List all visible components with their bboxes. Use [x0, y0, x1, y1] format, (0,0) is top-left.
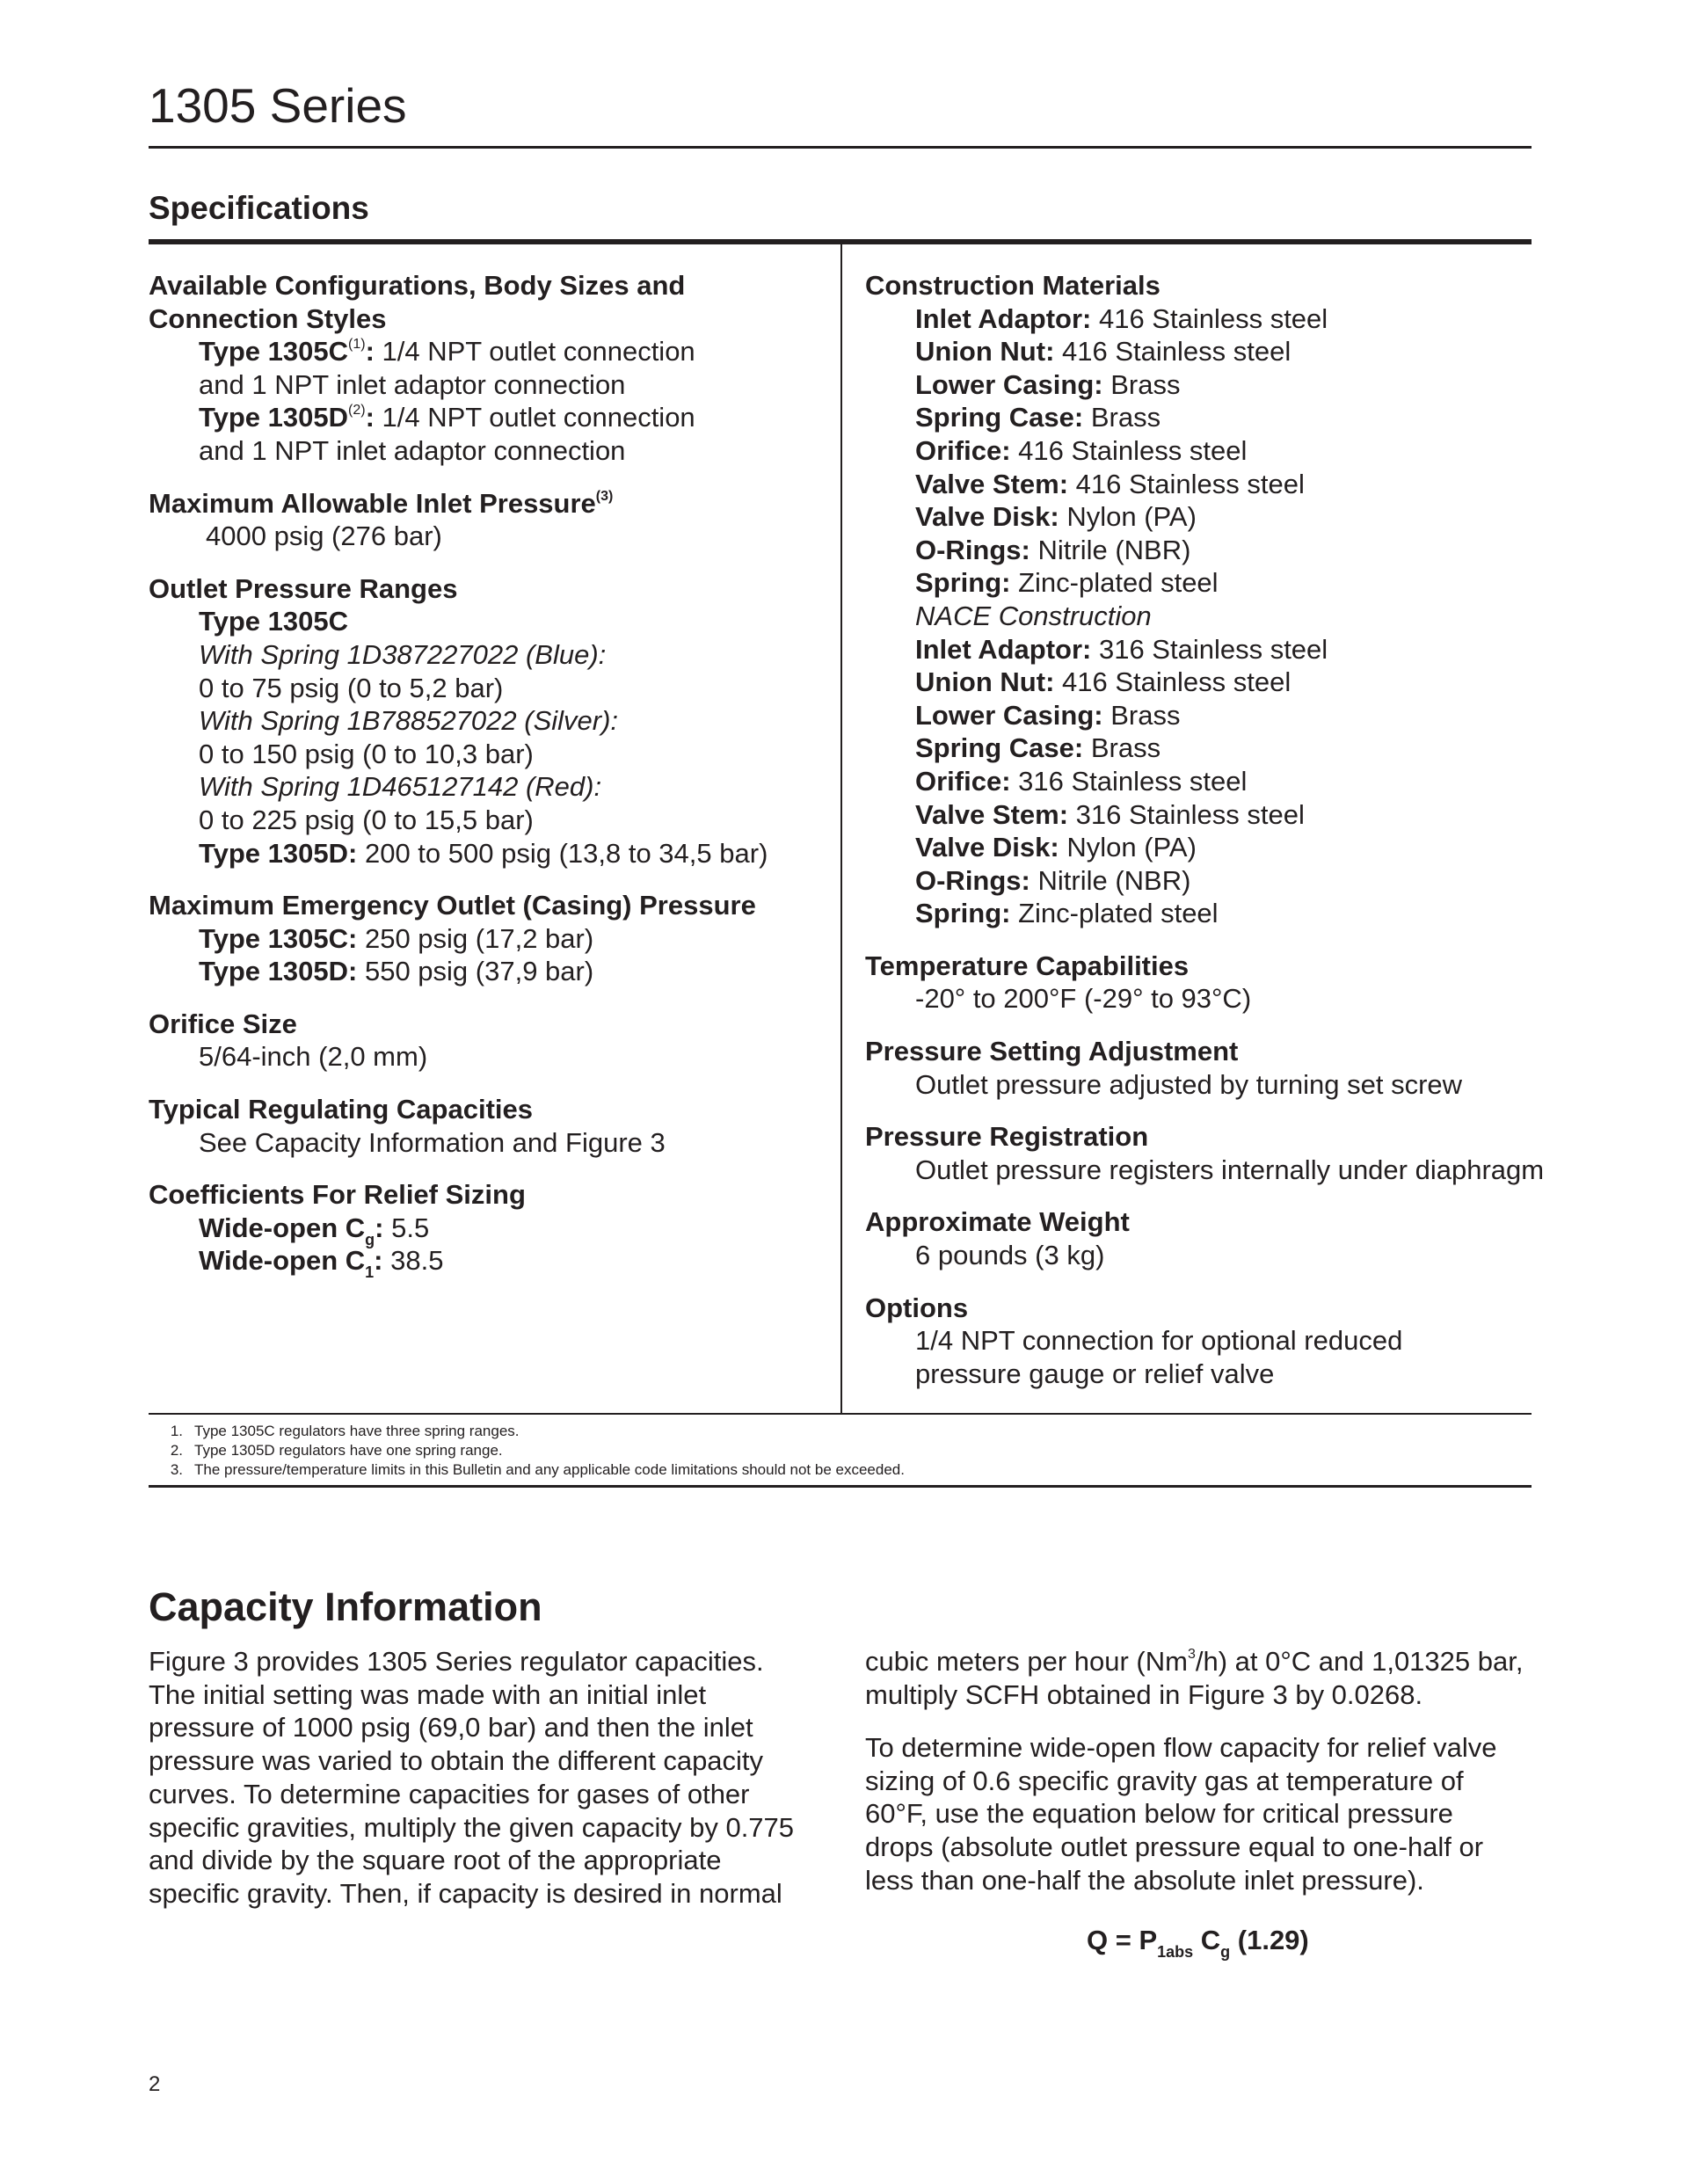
material-line [865, 897, 1560, 930]
paragraph-line: sizing of 0.6 specific gravity gas at temperature of [865, 1765, 1464, 1796]
type-1305d-label: Type 1305D [199, 402, 349, 433]
material-line [865, 468, 1560, 501]
material-line [865, 302, 1560, 336]
material-label: Orifice: [915, 765, 1011, 797]
material-value: Nitrile (NBR) [1030, 864, 1191, 896]
type-1305d-text: 1/4 NPT outlet connection [374, 402, 695, 433]
configurations-block [149, 269, 817, 468]
paragraph-line: To determine wide-open flow capacity for relief valve [865, 1732, 1497, 1763]
emergency-1305c-label: Type 1305C: [199, 922, 358, 954]
material-label: Union Nut: [915, 666, 1055, 698]
material-label: Valve Stem: [915, 798, 1069, 830]
footnote-text: Type 1305C regulators have three spring ranges. [194, 1423, 520, 1439]
max-inlet-value: 4000 psig (276 bar) [206, 521, 442, 552]
material-value: 416 Stainless steel [1010, 434, 1248, 466]
weight-heading: Approximate Weight [865, 1206, 1130, 1238]
cg-line [149, 1212, 817, 1249]
adjustment-block [865, 1035, 1560, 1101]
material-line [865, 335, 1560, 368]
paragraph-line: pressure of 1000 psig (69,0 bar) and then the inlet [149, 1712, 753, 1744]
material-label: Lower Casing: [915, 699, 1103, 731]
emergency-1305c [149, 922, 817, 956]
material-value: Nylon (PA) [1059, 832, 1197, 863]
equation-subscript-p1abs: 1abs [1157, 1943, 1194, 1961]
emergency-1305c-value: 250 psig (17,2 bar) [357, 922, 594, 954]
type-1305c-label: Type 1305C [199, 336, 349, 368]
material-label: Spring: [915, 567, 1011, 599]
coefficients-heading: Coefficients For Relief Sizing [149, 1179, 526, 1211]
paragraph-line: 60°F, use the equation below for critical pressure [865, 1798, 1453, 1830]
equation-c: C [1193, 1925, 1221, 1955]
footnote-number: 1. [170, 1423, 183, 1439]
emergency-1305d-label: Type 1305D: [199, 956, 358, 987]
footnote-ref-2: (2) [348, 403, 366, 419]
paragraph-line [865, 1645, 1533, 1678]
material-label: Lower Casing: [915, 368, 1103, 400]
options-heading: Options [865, 1292, 969, 1323]
registration-value: Outlet pressure registers internally under diaphragm [915, 1154, 1545, 1185]
emergency-1305d-value: 550 psig (37,9 bar) [357, 956, 594, 987]
column-divider [840, 244, 842, 1414]
page-title: 1305 Series [149, 78, 407, 133]
paragraph-line: less than one-half the absolute inlet pressure). [865, 1864, 1424, 1896]
footnote-ref-3: (3) [595, 488, 614, 504]
material-value: 416 Stainless steel [1054, 336, 1291, 368]
material-value: 316 Stainless steel [1091, 633, 1328, 665]
capacities-value: See Capacity Information and Figure 3 [199, 1126, 666, 1158]
material-value: Nitrile (NBR) [1030, 534, 1191, 565]
registration-heading: Pressure Registration [865, 1121, 1149, 1153]
weight-value: 6 pounds (3 kg) [915, 1240, 1105, 1271]
material-line [865, 500, 1560, 534]
range-red: 0 to 225 psig (0 to 15,5 bar) [199, 804, 534, 835]
type-1305c-text: 1/4 NPT outlet connection [374, 336, 695, 368]
footnote-text: Type 1305D regulators have one spring range. [194, 1442, 503, 1459]
material-label: Spring Case: [915, 402, 1084, 433]
material-value: Brass [1102, 699, 1181, 731]
temperature-block [865, 950, 1560, 1016]
material-line [865, 633, 1560, 666]
material-label: Spring Case: [915, 732, 1084, 764]
capacity-paragraph-2 [865, 1645, 1533, 1711]
outlet-ranges-block [149, 572, 817, 870]
footnote-ref-1: (1) [348, 337, 366, 353]
paragraph-line: curves. To determine capacities for gases of other [149, 1778, 750, 1809]
standard-materials [865, 302, 1560, 600]
material-value: Zinc-plated steel [1010, 567, 1219, 599]
max-inlet-heading [149, 487, 817, 521]
emergency-1305d [149, 955, 817, 988]
colon: : [365, 402, 375, 433]
material-value: Brass [1083, 732, 1161, 764]
outlet-type-1305c: Type 1305C [199, 606, 349, 637]
material-value: 416 Stainless steel [1091, 302, 1328, 334]
cg-value: 5.5 [383, 1212, 430, 1243]
outlet-type-1305d-label: Type 1305D: [199, 837, 358, 869]
registration-block [865, 1120, 1560, 1186]
coefficients-block [149, 1178, 817, 1282]
paragraph-line: and divide by the square root of the appropriate [149, 1845, 722, 1876]
nm3-text-b: /h) at 0°C and 1,01325 bar, [1195, 1646, 1524, 1677]
material-line [865, 831, 1560, 864]
footnotes-bottom-rule [149, 1485, 1532, 1488]
paragraph-line: multiply SCFH obtained in Figure 3 by 0.0268. [865, 1678, 1423, 1710]
material-line [865, 566, 1560, 600]
footnote-number: 3. [170, 1461, 183, 1478]
emergency-heading: Maximum Emergency Outlet (Casing) Pressure [149, 890, 756, 921]
material-label: Union Nut: [915, 336, 1055, 368]
material-label: Spring: [915, 898, 1011, 929]
material-line [865, 732, 1560, 765]
capacities-heading: Typical Regulating Capacities [149, 1094, 533, 1125]
footnote [149, 1441, 905, 1460]
nace-label: NACE Construction [915, 600, 1152, 631]
colon: : [374, 1245, 383, 1277]
material-line [865, 666, 1560, 699]
range-silver: 0 to 150 psig (0 to 10,3 bar) [199, 738, 534, 769]
paragraph-line: The initial setting was made with an initial inlet [149, 1678, 707, 1710]
options-line-1: 1/4 NPT connection for optional reduced [915, 1325, 1403, 1357]
specifications-heading: Specifications [149, 190, 369, 226]
c1-subscript: 1 [365, 1263, 375, 1282]
equation-tail: (1.29) [1230, 1925, 1309, 1955]
nm3-superscript: 3 [1187, 1647, 1196, 1662]
max-inlet-heading-text: Maximum Allowable Inlet Pressure [149, 487, 596, 519]
material-value: 316 Stainless steel [1068, 798, 1305, 830]
footnote-number: 2. [170, 1442, 183, 1459]
equation-q: Q = P [1087, 1925, 1158, 1955]
header-rule [149, 146, 1532, 149]
type-1305d-line [149, 401, 817, 434]
outlet-type-1305d [149, 837, 817, 870]
options-block [865, 1292, 1560, 1391]
paragraph-line: drops (absolute outlet pressure equal to one-half or [865, 1831, 1484, 1863]
material-value: Brass [1083, 402, 1161, 433]
material-label: Orifice: [915, 434, 1011, 466]
footnotes [149, 1422, 905, 1480]
paragraph-line: specific gravities, multiply the given capacity by 0.775 [149, 1811, 795, 1843]
nace-materials [865, 633, 1560, 930]
material-line [865, 401, 1560, 434]
paragraph-line: Figure 3 provides 1305 Series regulator capacities. [149, 1646, 764, 1677]
emergency-block [149, 889, 817, 988]
material-value: 416 Stainless steel [1068, 468, 1305, 499]
capacity-paragraph-1 [149, 1645, 817, 1911]
equation-subscript-g: g [1220, 1943, 1231, 1961]
capacities-block [149, 1093, 817, 1159]
options-line-2: pressure gauge or relief valve [915, 1358, 1275, 1389]
orifice-block [149, 1008, 817, 1074]
capacity-paragraph-3 [865, 1731, 1533, 1897]
material-label: O-Rings: [915, 864, 1030, 896]
material-label: Valve Stem: [915, 468, 1069, 499]
material-line [865, 434, 1560, 468]
footnote-text: The pressure/temperature limits in this Bulletin and any applicable code limitations should not be exceeded. [194, 1461, 905, 1478]
materials-block [865, 269, 1560, 930]
configurations-heading-2: Connection Styles [149, 302, 387, 334]
material-label: Inlet Adaptor: [915, 302, 1092, 334]
colon: : [365, 336, 375, 368]
page-number: 2 [149, 2072, 161, 2096]
material-line [865, 765, 1560, 798]
material-value: 316 Stainless steel [1010, 765, 1248, 797]
spring-blue: With Spring 1D387227022 (Blue): [199, 638, 607, 670]
spring-silver: With Spring 1B788527022 (Silver): [199, 705, 619, 737]
material-line [865, 798, 1560, 832]
configurations-heading-1: Available Configurations, Body Sizes and [149, 270, 686, 301]
material-value: Nylon (PA) [1059, 501, 1197, 533]
orifice-value: 5/64-inch (2,0 mm) [199, 1041, 428, 1073]
material-line [865, 368, 1560, 402]
type-1305d-line-2: and 1 NPT inlet adaptor connection [199, 434, 626, 466]
material-label: Valve Disk: [915, 832, 1059, 863]
footnote [149, 1422, 905, 1441]
specifications-right-column [865, 269, 1560, 1409]
material-label: Valve Disk: [915, 501, 1059, 533]
max-inlet-block [149, 487, 817, 553]
temperature-value: -20° to 200°F (-29° to 93°C) [915, 983, 1252, 1015]
cg-label: Wide-open C [199, 1212, 366, 1243]
materials-heading: Construction Materials [865, 270, 1160, 301]
relief-equation [1087, 1923, 1309, 1961]
temperature-heading: Temperature Capabilities [865, 950, 1190, 981]
material-label: O-Rings: [915, 534, 1030, 565]
cg-subscript: g [365, 1230, 375, 1249]
material-line [865, 864, 1560, 898]
paragraph-line: specific gravity. Then, if capacity is desired in normal [149, 1877, 782, 1909]
c1-label: Wide-open C [199, 1245, 366, 1277]
colon: : [375, 1212, 384, 1243]
material-label: Inlet Adaptor: [915, 633, 1092, 665]
specifications-left-column [149, 269, 817, 1297]
type-1305c-line-2: and 1 NPT inlet adaptor connection [199, 368, 626, 400]
weight-block [865, 1205, 1560, 1271]
paragraph-line: pressure was varied to obtain the different capacity [149, 1745, 764, 1777]
outlet-type-1305d-value: 200 to 500 psig (13,8 to 34,5 bar) [357, 837, 768, 869]
nm3-text-a: cubic meters per hour (Nm [865, 1646, 1188, 1677]
material-line [865, 534, 1560, 567]
adjustment-value: Outlet pressure adjusted by turning set screw [915, 1068, 1463, 1100]
capacity-heading: Capacity Information [149, 1584, 542, 1629]
type-1305c-line [149, 335, 817, 368]
c1-line [149, 1244, 817, 1282]
c1-value: 38.5 [382, 1245, 444, 1277]
material-value: 416 Stainless steel [1054, 666, 1291, 698]
spring-red: With Spring 1D465127142 (Red): [199, 771, 602, 803]
material-value: Zinc-plated steel [1010, 898, 1219, 929]
footnote [149, 1460, 905, 1480]
range-blue: 0 to 75 psig (0 to 5,2 bar) [199, 672, 504, 703]
orifice-heading: Orifice Size [149, 1008, 297, 1039]
outlet-ranges-heading: Outlet Pressure Ranges [149, 572, 458, 604]
footnotes-top-rule [149, 1413, 1532, 1415]
adjustment-heading: Pressure Setting Adjustment [865, 1036, 1239, 1067]
material-value: Brass [1102, 368, 1181, 400]
material-line [865, 699, 1560, 732]
